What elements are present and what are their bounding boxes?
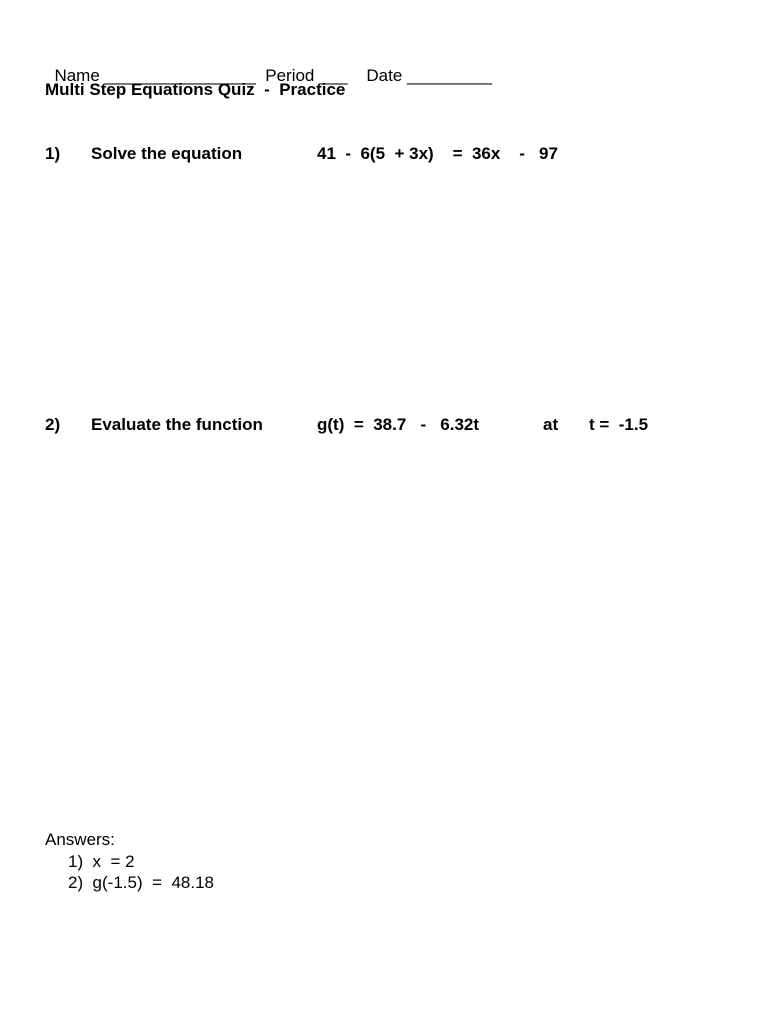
date-field-label: Date _________ bbox=[366, 66, 493, 85]
answer-2: 2) g(-1.5) = 48.18 bbox=[68, 873, 214, 892]
question-1-instruction: Solve the equation bbox=[91, 144, 243, 163]
quiz-title: Multi Step Equations Quiz - Practice bbox=[45, 80, 346, 99]
answers-label: Answers: bbox=[45, 830, 115, 849]
name-field-label: Name ________________ bbox=[54, 66, 256, 85]
period-field-label: Period ___ bbox=[265, 66, 348, 85]
question-2-value: t = -1.5 bbox=[589, 415, 649, 434]
question-2-at-label: at bbox=[543, 415, 559, 434]
question-1-number: 1) bbox=[45, 144, 61, 163]
question-2-instruction: Evaluate the function bbox=[91, 415, 263, 434]
question-1-expression: 41 - 6(5 + 3x) = 36x - 97 bbox=[317, 144, 558, 163]
answer-1: 1) x = 2 bbox=[68, 852, 135, 871]
question-2-expression: g(t) = 38.7 - 6.32t bbox=[317, 415, 480, 434]
question-2-number: 2) bbox=[45, 415, 61, 434]
